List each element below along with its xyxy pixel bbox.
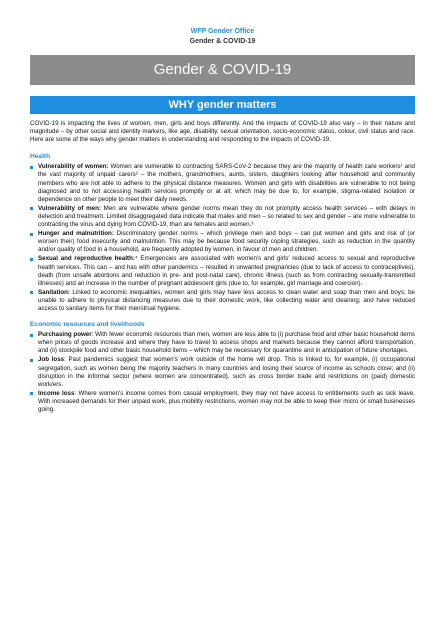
item-text: Linked to economic inequalities, women and girls may have less access to clean water and soap than men and boys; be unable to adhere to physical distancing measures due to their domestic work, like collecting water and cleaning; and have reduced access to sanitary items for their menstrual hygiene.	[38, 288, 415, 312]
section-title: WHY gender matters	[168, 99, 277, 111]
item-term: Hunger and malnutrition:	[38, 230, 114, 238]
header-org: WFP Gender Office	[190, 28, 255, 35]
item-text: Women are vulnerable to contracting SARS-CoV-2 because they are the majority of health care workers¹ and the vast majority of unpaid carers² – the mothers, grandmothers, aunts, sisters, daughters looking after household and community members who are not able to adhere to the physical distance measures. Women and girls with disabilities are vulnerable to not being diagnosed and to not accessing health services promptly or at all; which may be due to, for example, stigma-related isolation or dependence on other people to meet their daily needs.	[38, 163, 415, 203]
item-term: Job loss	[38, 356, 65, 364]
item-text: : Where women's income comes from casual employment, they may not have access to entitlements such as sick leave. With increased demands for their unpaid work, plus mobility restrictions, women may not be able to keep their micro or small businesses going.	[38, 389, 415, 413]
page-header	[0, 27, 445, 47]
item-term: Vulnerability of women:	[38, 163, 109, 171]
list-item	[30, 230, 415, 254]
bullet-icon	[30, 166, 33, 169]
economic-heading: Economic resources and livelihoods	[30, 321, 145, 329]
bullet-icon	[30, 334, 33, 337]
item-term: Sanitation:	[38, 288, 70, 296]
item-text: ⁴ Emergencies are associated with women's and girls' reduced access to sexual and reproductive health services. This can – and has with other pandemics – resulted in unwanted pregnancies (due to lack of access to contraceptives), death (from unsafe abortions and reduction in pre- and post-natal care), chronic illness (such as from contracting sexually-transmitted illnesses) and an increase in the number of pregnant adolescent girls (due to, for example, girl marriage and coercion).	[38, 255, 415, 287]
bullet-icon	[30, 392, 33, 395]
list-item	[30, 205, 415, 229]
item-text: : With fewer economic resources than men, women are less able to (i) purchase food and other basic household items when prices of goods increase and where they have to travel to access shops and markets because they cannot afford transportation, and (ii) stockpile food and other basic household items – which may be necessary for quarantine and in anticipation of future shortages.	[38, 331, 415, 355]
bullet-icon	[30, 359, 33, 362]
list-item	[30, 289, 415, 313]
item-term: Vulnerability of men:	[38, 204, 101, 212]
bullet-icon	[30, 207, 33, 210]
item-text: : Past pandemics suggest that women's work outside of the home will drop. This is linked to, for example, (i) occupational segregation, such as women being the majority teachers in many countries and losing their source of income as schools close; and (ii) disruption in the informal sector (where women are concentrated), such as cross border trade and restrictions on (paid) domestic work/ers.	[38, 356, 415, 388]
title-band	[30, 55, 415, 85]
document-content	[30, 120, 415, 414]
list-item	[30, 255, 415, 287]
list-item	[30, 356, 415, 388]
health-heading: Health	[30, 153, 51, 161]
list-item	[30, 163, 415, 203]
bullet-icon	[30, 233, 33, 236]
item-term: Income loss	[38, 389, 75, 397]
item-term: Sexual and reproductive health:	[38, 255, 135, 263]
item-term: Purchasing power	[38, 331, 92, 339]
economic-list	[30, 331, 415, 414]
intro-paragraph: COVID-19 is impacting the lives of women, men, girls and boys differently. And the impacts of COVID-19 also vary – in their nature and magnitude – by other social and identity markers, like age, disability, sexual orientation, socio-economic status, colour, civil status and race. Here are some of the ways why gender matters in understanding and responding to the impacts of COVID-19.	[30, 120, 415, 144]
bullet-icon	[30, 258, 33, 261]
item-text: Discriminatory gender norms – which privilege men and boys – can put women and girls and risk of (or worsen their) food insecurity and malnutrition. This may be because food security coping strategies, such as reduction in the quantity and/or quality of food in a household, are frequently adopted by women, in favour of men and children.	[38, 230, 415, 254]
section-band	[30, 96, 415, 114]
list-item	[30, 331, 415, 355]
header-subtitle: Gender & COVID-19	[189, 38, 256, 45]
list-item	[30, 390, 415, 414]
item-text: Men are vulnerable where gender norms mean they do not promptly access health services – with delays in detection and treatment. Limited disaggregated data indicate that males and men – so related to sex and gender – are more vulnerable to contracting the virus and dying from COVID-19, than are females and women.³	[38, 204, 416, 229]
page-title: Gender & COVID-19	[153, 61, 292, 78]
bullet-icon	[30, 291, 33, 294]
health-list	[30, 163, 415, 313]
